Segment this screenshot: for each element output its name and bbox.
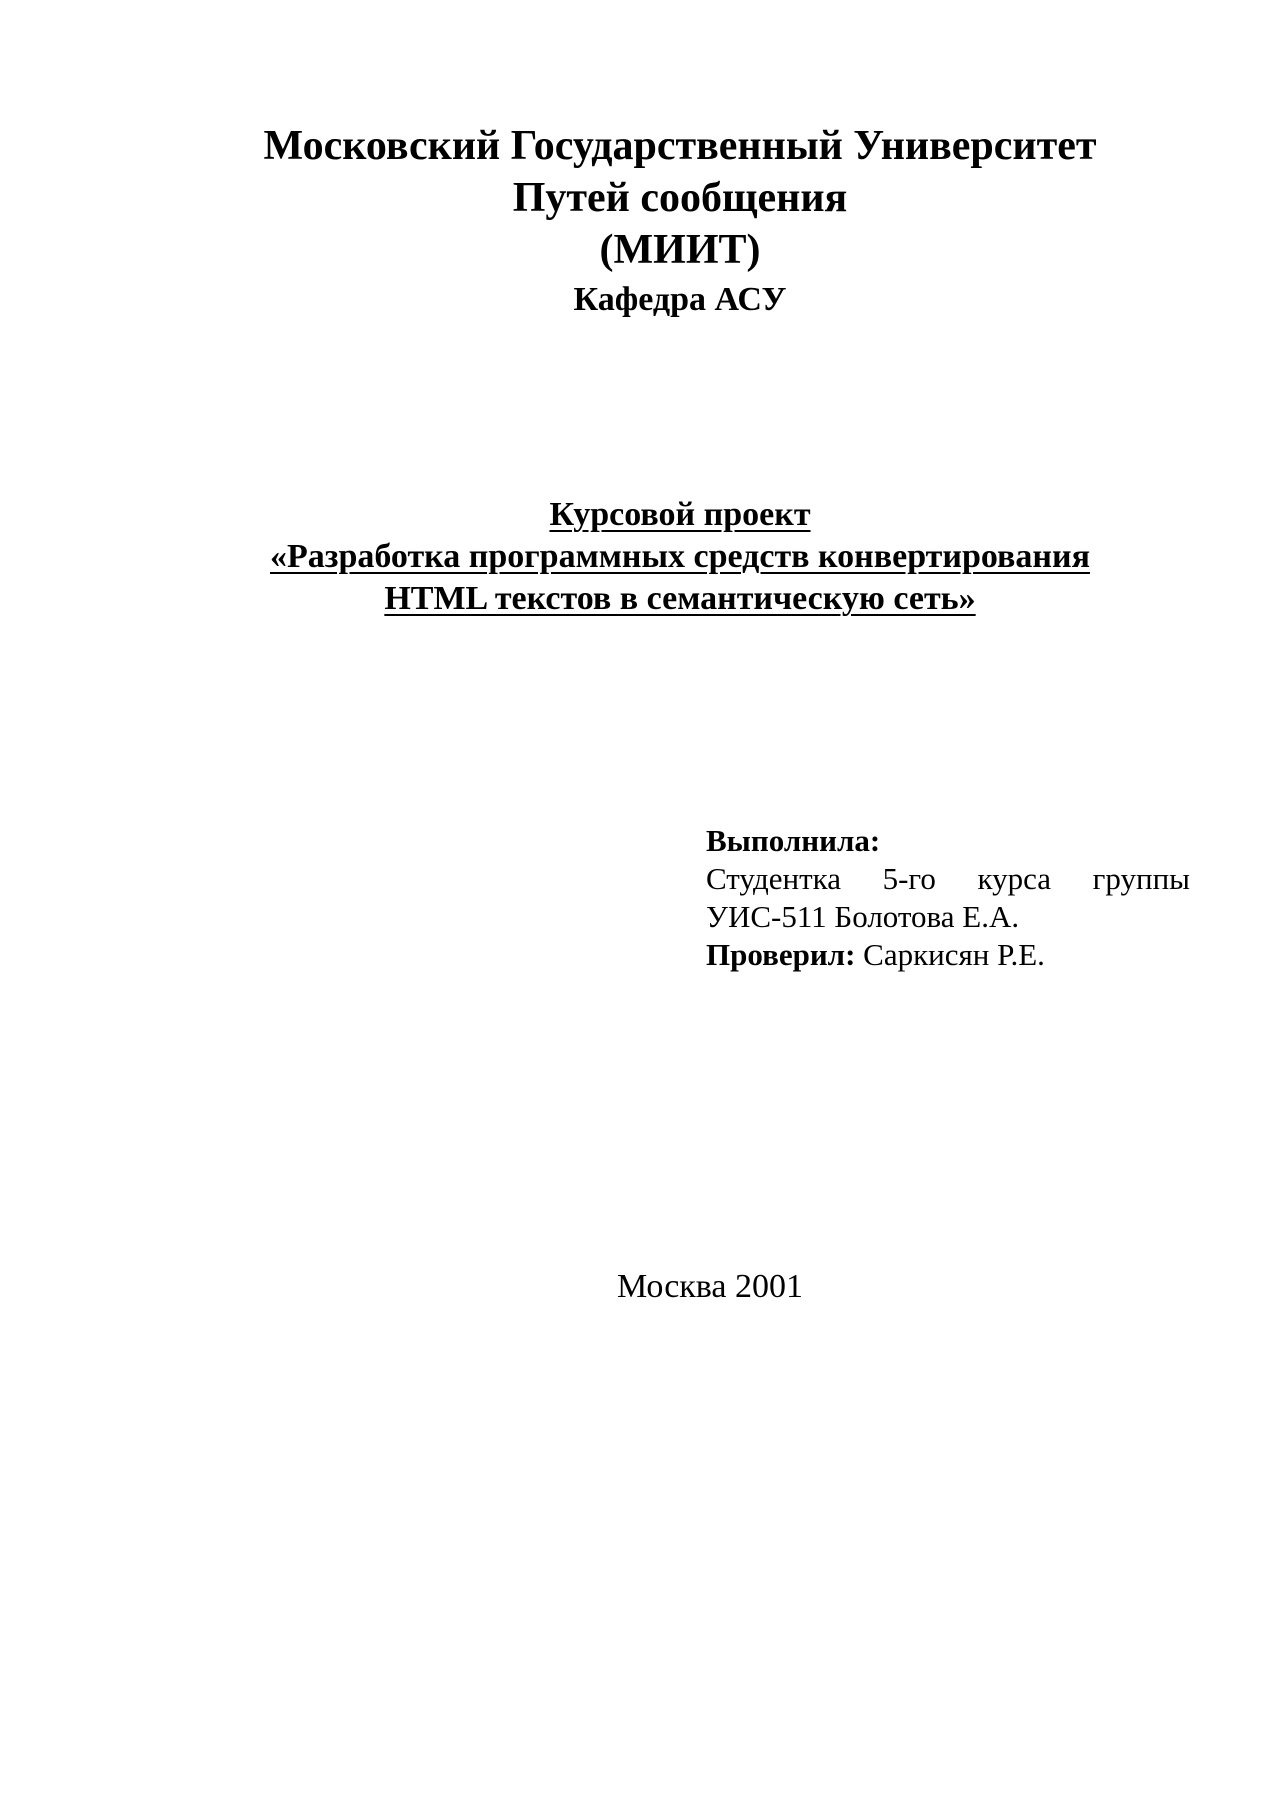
title-header	[180, 120, 1180, 322]
student-line2: УИС-511 Болотова Е.А.	[706, 899, 1020, 934]
student-line1	[706, 860, 1190, 898]
department-name: Кафедра АСУ	[573, 281, 787, 318]
student-word: Студентка	[706, 861, 841, 896]
author-info	[706, 822, 1190, 974]
checked-line	[706, 936, 1190, 974]
university-abbreviation: (МИИТ)	[599, 227, 761, 273]
student-word: 5-го	[882, 861, 936, 896]
project-title-line1: «Разработка программных средств конвертирования	[270, 538, 1090, 575]
project-title-block	[150, 494, 1210, 620]
city-year: Москва 2001	[616, 1268, 804, 1305]
student-word: курса	[977, 861, 1052, 896]
checked-name: Саркисян Р.Е.	[855, 937, 1045, 972]
checked-label: Проверил:	[706, 937, 856, 972]
performed-label: Выполнила:	[706, 823, 881, 858]
project-type: Курсовой проект	[549, 496, 811, 533]
student-word: группы	[1092, 861, 1190, 896]
university-name-line2: Путей сообщения	[512, 175, 848, 221]
project-title-line2: HTML текстов в семантическую сеть»	[384, 580, 976, 617]
university-name-line1: Московский Государственный Университет	[263, 123, 1097, 169]
